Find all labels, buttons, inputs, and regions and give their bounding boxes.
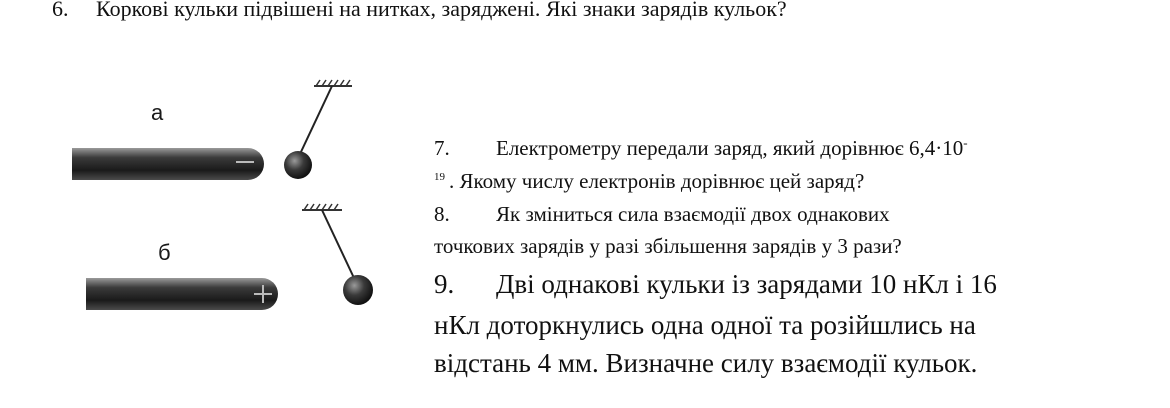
figure-drawing (60, 58, 420, 328)
question-6-number: 6. (52, 0, 69, 21)
rod-b (86, 278, 278, 310)
question-8-line-2 (434, 236, 902, 257)
ball-a (284, 151, 312, 179)
question-7-exponent: 19 (434, 171, 445, 183)
question-8-number: 8. (434, 202, 450, 226)
question-9-text-1: Дві однакові кульки із зарядами 10 нКл і 16 (496, 269, 997, 299)
question-8-text-2: точкових зарядів у разі збільшення зарядів у 3 рази? (434, 234, 902, 258)
question-9-line-3 (434, 350, 977, 377)
question-7-number: 7. (434, 136, 450, 160)
charged-balls-figure (60, 58, 420, 328)
rod-a (72, 148, 264, 180)
question-7-text-2: . Якому числу електронів дорівнює цей заряд? (449, 169, 865, 193)
ball-b (343, 275, 373, 305)
question-9-line-1 (434, 271, 997, 298)
question-9-text-3: відстань 4 мм. Визначне силу взаємодії кульок. (434, 348, 978, 378)
question-6 (52, 0, 787, 20)
question-8-text-1: Як зміниться сила взаємодії двох однакових (496, 202, 890, 226)
thread-b (322, 210, 354, 278)
label-b: б (158, 240, 171, 265)
question-7-exponent-sign: - (963, 135, 968, 150)
question-7-text-1: Електрометру передали заряд, який дорівнює 6,4·10 (496, 136, 964, 160)
question-9-line-2 (434, 312, 976, 339)
question-7-line-2 (434, 171, 864, 192)
question-9-number: 9. (434, 269, 455, 299)
question-7-line-1 (434, 136, 968, 159)
label-a: а (151, 100, 164, 125)
question-9-text-2: нКл доторкнулись одна одної та розійшлись на (434, 310, 976, 340)
thread-a (300, 86, 332, 154)
question-8-line-1 (434, 204, 890, 225)
question-6-text: Коркові кульки підвішені на нитках, заряджені. Які знаки зарядів кульок? (96, 0, 787, 21)
